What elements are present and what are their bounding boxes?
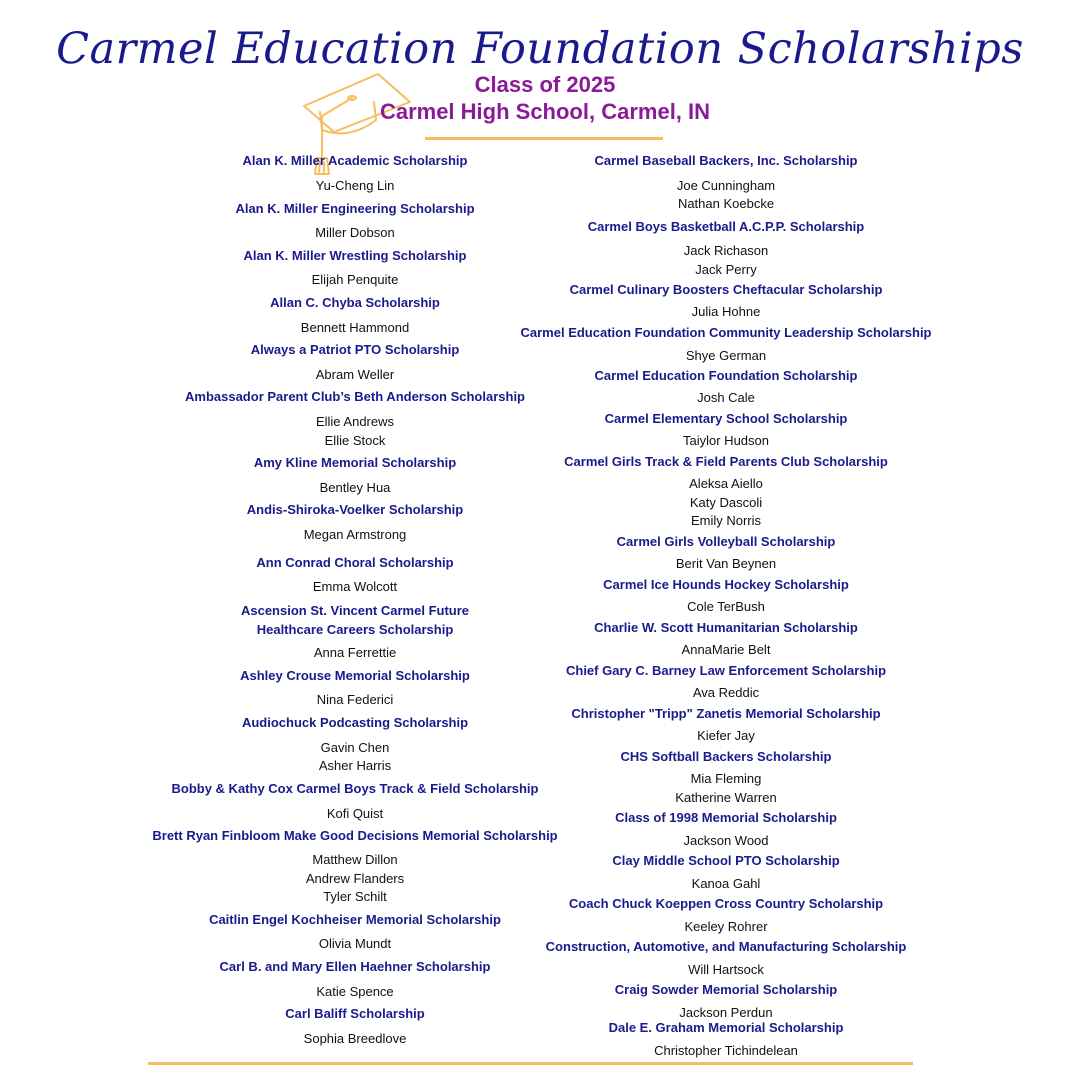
recipient-name: Ellie Andrews [315, 414, 395, 429]
recipient-name: Berit Van Beynen [675, 556, 777, 571]
recipient-name: Bentley Hua [319, 480, 391, 495]
recipient-name: Shye German [685, 348, 767, 363]
recipient-name: Abram Weller [315, 367, 395, 382]
scholarship-name: Ambassador Parent Club’s Beth Anderson Scholarship [185, 389, 525, 404]
scholarship-name: Carmel Boys Basketball A.C.P.P. Scholarship [587, 219, 865, 234]
recipient-name: Kiefer Jay [697, 728, 755, 743]
recipient-name: Joe Cunningham [676, 178, 776, 193]
recipient-name: Jack Perry [695, 262, 757, 277]
recipient-name: Asher Harris [318, 758, 392, 773]
recipient-name: Yu-Cheng Lin [315, 178, 395, 193]
recipient-name: Kanoa Gahl [691, 876, 761, 891]
scholarship-name: Class of 1998 Memorial Scholarship [615, 810, 837, 825]
scholarship-name: Carmel Education Foundation Scholarship [594, 368, 858, 383]
scholarship-name: Charlie W. Scott Humanitarian Scholarship [594, 620, 858, 635]
scholarship-name: Bobby & Kathy Cox Carmel Boys Track & Field Scholarship [171, 781, 539, 796]
recipient-name: Matthew Dillon [312, 852, 398, 867]
recipient-name: Andrew Flanders [305, 871, 405, 886]
scholarship-name: Carl Baliff Scholarship [285, 1006, 425, 1021]
scholarship-name: Carmel Baseball Backers, Inc. Scholarship [594, 153, 858, 168]
scholarship-name: Craig Sowder Memorial Scholarship [614, 982, 838, 997]
recipient-name: Gavin Chen [320, 740, 390, 755]
scholarship-name: Carmel Education Foundation Community Leadership Scholarship [520, 325, 932, 340]
recipient-name: Christopher Tichindelean [654, 1043, 798, 1058]
scholarship-name: Christopher "Tripp" Zanetis Memorial Scholarship [571, 706, 881, 721]
recipient-name: Jackson Perdun [679, 1005, 773, 1020]
recipient-name: Katy Dascoli [689, 495, 763, 510]
scholarship-name: Brett Ryan Finbloom Make Good Decisions Memorial Scholarship [152, 828, 558, 843]
school-name: Carmel High School, Carmel, IN [379, 99, 711, 124]
scholarship-name: Carmel Girls Volleyball Scholarship [616, 534, 836, 549]
bottom-divider [148, 1062, 913, 1065]
scholarship-name: Carmel Ice Hounds Hockey Scholarship [603, 577, 849, 592]
recipient-name: Josh Cale [697, 390, 755, 405]
recipient-name: Katie Spence [316, 984, 394, 999]
recipient-name: Anna Ferrettie [313, 645, 397, 660]
recipient-name: Emily Norris [690, 513, 762, 528]
recipient-name: Jackson Wood [683, 833, 769, 848]
recipient-name: Aleksa Aiello [689, 476, 763, 491]
recipient-name: Katherine Warren [675, 790, 777, 805]
recipient-name: Mia Fleming [690, 771, 762, 786]
recipient-name: Sophia Breedlove [303, 1031, 407, 1046]
scholarship-name: Chief Gary C. Barney Law Enforcement Scholarship [565, 663, 887, 678]
recipient-name: Cole TerBush [687, 599, 765, 614]
scholarship-name: Amy Kline Memorial Scholarship [253, 455, 457, 470]
recipient-name: Miller Dobson [315, 225, 395, 240]
recipient-name: Ellie Stock [324, 433, 386, 448]
scholarship-name: Clay Middle School PTO Scholarship [612, 853, 840, 868]
class-year: Class of 2025 [474, 72, 616, 97]
scholarship-name: Alan K. Miller Academic Scholarship [242, 153, 468, 168]
recipient-name: Julia Hohne [691, 304, 761, 319]
recipient-name: Bennett Hammond [300, 320, 410, 335]
scholarship-name: Alan K. Miller Engineering Scholarship [235, 201, 475, 216]
scholarship-name: Ascension St. Vincent Carmel Future Healthcare Careers Scholarship [240, 603, 470, 637]
scholarship-name: Ann Conrad Choral Scholarship [256, 555, 454, 570]
page-title: Carmel Education Foundation Scholarships [56, 24, 1024, 74]
recipient-name: Tyler Schilt [323, 889, 387, 904]
scholarship-name: Caitlin Engel Kochheiser Memorial Scholarship [209, 912, 501, 927]
scholarship-name: Andis-Shiroka-Voelker Scholarship [246, 502, 464, 517]
scholarship-name: Carmel Girls Track & Field Parents Club Scholarship [564, 454, 888, 469]
top-divider [425, 137, 663, 140]
recipient-name: Ava Reddic [692, 685, 760, 700]
scholarship-name: Dale E. Graham Memorial Scholarship [608, 1020, 844, 1035]
recipient-name: Will Hartsock [688, 962, 764, 977]
scholarship-name: Allan C. Chyba Scholarship [270, 295, 440, 310]
scholarship-name: Carl B. and Mary Ellen Haehner Scholarship [219, 959, 491, 974]
scholarship-name: Construction, Automotive, and Manufacturing Scholarship [545, 939, 907, 954]
recipient-name: Megan Armstrong [303, 527, 407, 542]
scholarship-name: Carmel Elementary School Scholarship [604, 411, 848, 426]
scholarship-name: Always a Patriot PTO Scholarship [250, 342, 460, 357]
recipient-name: Kofi Quist [326, 806, 384, 821]
scholarship-name: Alan K. Miller Wrestling Scholarship [243, 248, 467, 263]
scholarship-name: Carmel Culinary Boosters Cheftacular Scholarship [569, 282, 883, 297]
recipient-name: Emma Wolcott [312, 579, 398, 594]
recipient-name: Taiylor Hudson [683, 433, 769, 448]
recipient-name: AnnaMarie Belt [681, 642, 771, 657]
scholarship-name: CHS Softball Backers Scholarship [620, 749, 832, 764]
scholarship-name: Ashley Crouse Memorial Scholarship [240, 668, 470, 683]
recipient-name: Keeley Rohrer [684, 919, 768, 934]
recipient-name: Nina Federici [316, 692, 394, 707]
recipient-name: Olivia Mundt [318, 936, 392, 951]
recipient-name: Jack Richason [683, 243, 769, 258]
scholarship-name: Coach Chuck Koeppen Cross Country Scholarship [568, 896, 884, 911]
scholarship-name: Audiochuck Podcasting Scholarship [241, 715, 469, 730]
recipient-name: Elijah Penquite [311, 272, 399, 287]
recipient-name: Nathan Koebcke [677, 196, 775, 211]
